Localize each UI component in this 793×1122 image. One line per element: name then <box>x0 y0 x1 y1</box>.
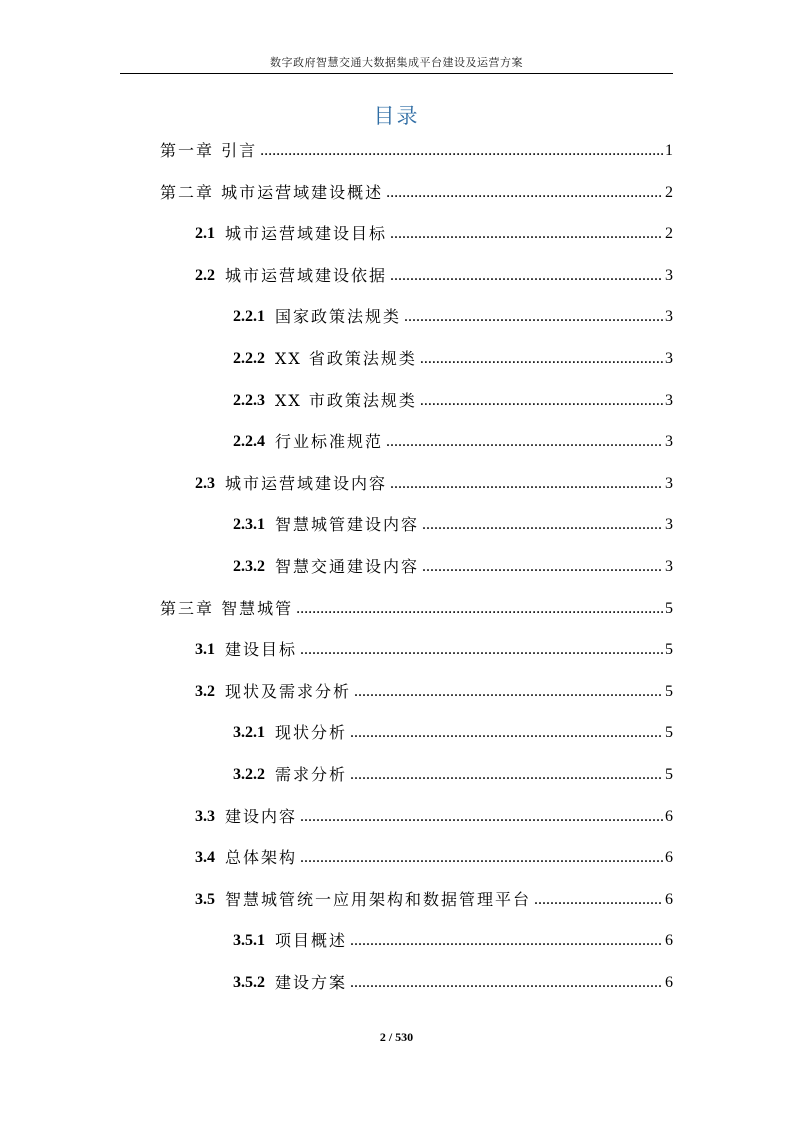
toc-entry[interactable] <box>195 844 673 868</box>
toc-entry-number: 3.4 <box>195 849 215 867</box>
toc-entry-label: 智慧城管建设内容 <box>275 515 420 535</box>
toc-entry-number: 2.1 <box>195 225 215 243</box>
toc-dot-leader <box>386 432 663 452</box>
toc-entry-label: 现状及需求分析 <box>225 681 352 701</box>
toc-entry-number: 2.3 <box>195 474 215 492</box>
toc-entry-label: 第三章 智慧城管 <box>160 598 294 618</box>
toc-entry-page: 6 <box>665 890 673 908</box>
toc-entry-number: 2.3.2 <box>233 558 265 575</box>
toc-entry-label: 需求分析 <box>275 765 348 784</box>
toc-entry[interactable] <box>160 595 673 619</box>
toc-entry-label: XX 市政策法规类 <box>275 390 417 410</box>
toc-entry[interactable] <box>195 636 673 660</box>
toc-entry-label: 总体架构 <box>225 848 298 868</box>
toc-entry[interactable] <box>233 969 673 993</box>
toc-entry-number: 3.1 <box>195 641 215 659</box>
toc-entry-page: 5 <box>665 724 673 742</box>
toc-dot-leader <box>354 682 663 702</box>
toc-dot-leader <box>390 474 663 494</box>
toc-entry[interactable] <box>233 553 673 577</box>
toc-entry[interactable] <box>195 678 673 702</box>
toc-entry-page: 5 <box>665 682 673 700</box>
toc-dot-leader <box>296 599 663 619</box>
toc-dot-leader <box>350 973 663 993</box>
toc-entry-page: 6 <box>665 807 673 825</box>
toc-entry-label: 城市运营域建设内容 <box>225 473 388 493</box>
header-divider <box>120 73 673 74</box>
toc-entry-page: 1 <box>665 142 673 159</box>
toc-entry-label: 城市运营域建设依据 <box>225 265 388 285</box>
toc-entry-number: 3.2.1 <box>233 724 265 742</box>
toc-entry-page: 3 <box>665 433 673 451</box>
toc-entry-label: 行业标准规范 <box>275 432 384 452</box>
toc-entry[interactable] <box>233 761 673 785</box>
toc-entry-page: 3 <box>665 266 673 284</box>
toc-dot-leader <box>350 723 663 743</box>
toc-entry-number: 3.5.1 <box>233 932 265 950</box>
toc-entry-page: 6 <box>665 974 673 991</box>
toc-dot-leader <box>386 183 663 203</box>
toc-entry-number: 2.2 <box>195 266 215 284</box>
toc-dot-leader <box>350 931 663 951</box>
toc-entry-label: 建设内容 <box>225 806 298 826</box>
toc-dot-leader <box>300 848 663 868</box>
toc-entry-label: 城市运营域建设目标 <box>225 224 388 244</box>
toc-entry-page: 3 <box>665 474 673 492</box>
toc-dot-leader <box>260 141 663 161</box>
toc-entry-page: 3 <box>665 308 673 326</box>
toc-entry-number: 2.2.3 <box>233 391 265 409</box>
toc-entry-page: 6 <box>665 932 673 950</box>
toc-entry-page: 2 <box>665 183 673 201</box>
toc-entry[interactable] <box>233 303 673 327</box>
toc-dot-leader <box>300 807 663 827</box>
toc-dot-leader <box>390 224 663 244</box>
toc-title: 目录 <box>373 104 420 128</box>
toc-entry-label: 现状分析 <box>275 723 348 743</box>
toc-dot-leader <box>350 765 663 785</box>
toc-entry-number: 3.3 <box>195 807 215 825</box>
toc-entry-label: XX 省政策法规类 <box>275 349 417 368</box>
toc-entry-number: 2.2.4 <box>233 433 265 451</box>
toc-dot-leader <box>404 307 663 327</box>
toc-dot-leader <box>422 557 663 577</box>
toc-entry-page: 3 <box>665 516 673 534</box>
toc-entry-label: 国家政策法规类 <box>275 307 402 327</box>
toc-entry-number: 2.3.1 <box>233 516 265 534</box>
toc-entry[interactable] <box>160 179 673 203</box>
toc-dot-leader <box>300 640 663 660</box>
toc-entry[interactable] <box>233 345 673 369</box>
toc-entry[interactable] <box>233 719 673 743</box>
toc-entry-number: 3.5 <box>195 890 215 908</box>
toc-entry-number: 3.2 <box>195 682 215 700</box>
toc-entry-label: 项目概述 <box>275 931 348 951</box>
toc-entry-page: 2 <box>665 225 673 243</box>
toc-entry[interactable] <box>195 803 673 827</box>
toc-entry-label: 智慧城管统一应用架构和数据管理平台 <box>225 889 532 909</box>
toc-dot-leader <box>534 890 663 910</box>
toc-entry-label: 第二章 城市运营域建设概述 <box>160 182 384 202</box>
running-header: 数字政府智慧交通大数据集成平台建设及运营方案 <box>270 56 523 69</box>
toc-dot-leader <box>390 266 663 286</box>
toc-dot-leader <box>420 391 663 411</box>
toc-entry-page: 5 <box>665 766 673 783</box>
toc-entry-label: 建设目标 <box>225 640 298 660</box>
toc-entry-label: 建设方案 <box>275 973 348 992</box>
toc-entry[interactable] <box>195 470 673 494</box>
page-number: 2 / 530 <box>379 1030 414 1044</box>
toc-entry-page: 3 <box>665 350 673 367</box>
toc-entry[interactable] <box>160 137 673 161</box>
toc-entry[interactable] <box>195 220 673 244</box>
toc-entry-page: 5 <box>665 641 673 659</box>
toc-dot-leader <box>422 515 663 535</box>
toc-entry-number: 3.2.2 <box>233 766 265 783</box>
toc-entry[interactable] <box>195 886 673 910</box>
toc-entry[interactable] <box>195 262 673 286</box>
toc-entry-label: 第一章 引言 <box>160 141 258 160</box>
toc-entry[interactable] <box>233 428 673 452</box>
toc-entry[interactable] <box>233 387 673 411</box>
toc-entry-page: 3 <box>665 558 673 575</box>
toc-entry-number: 3.5.2 <box>233 974 265 991</box>
toc-entry-number: 2.2.2 <box>233 350 265 367</box>
toc-entry-label: 智慧交通建设内容 <box>275 557 420 576</box>
toc-entry[interactable] <box>233 511 673 535</box>
toc-dot-leader <box>420 349 663 369</box>
toc-entry[interactable] <box>233 927 673 951</box>
toc-entry-page: 6 <box>665 849 673 867</box>
toc-entry-page: 3 <box>665 391 673 409</box>
toc-entry-page: 5 <box>665 599 673 617</box>
toc-entry-number: 2.2.1 <box>233 308 265 326</box>
